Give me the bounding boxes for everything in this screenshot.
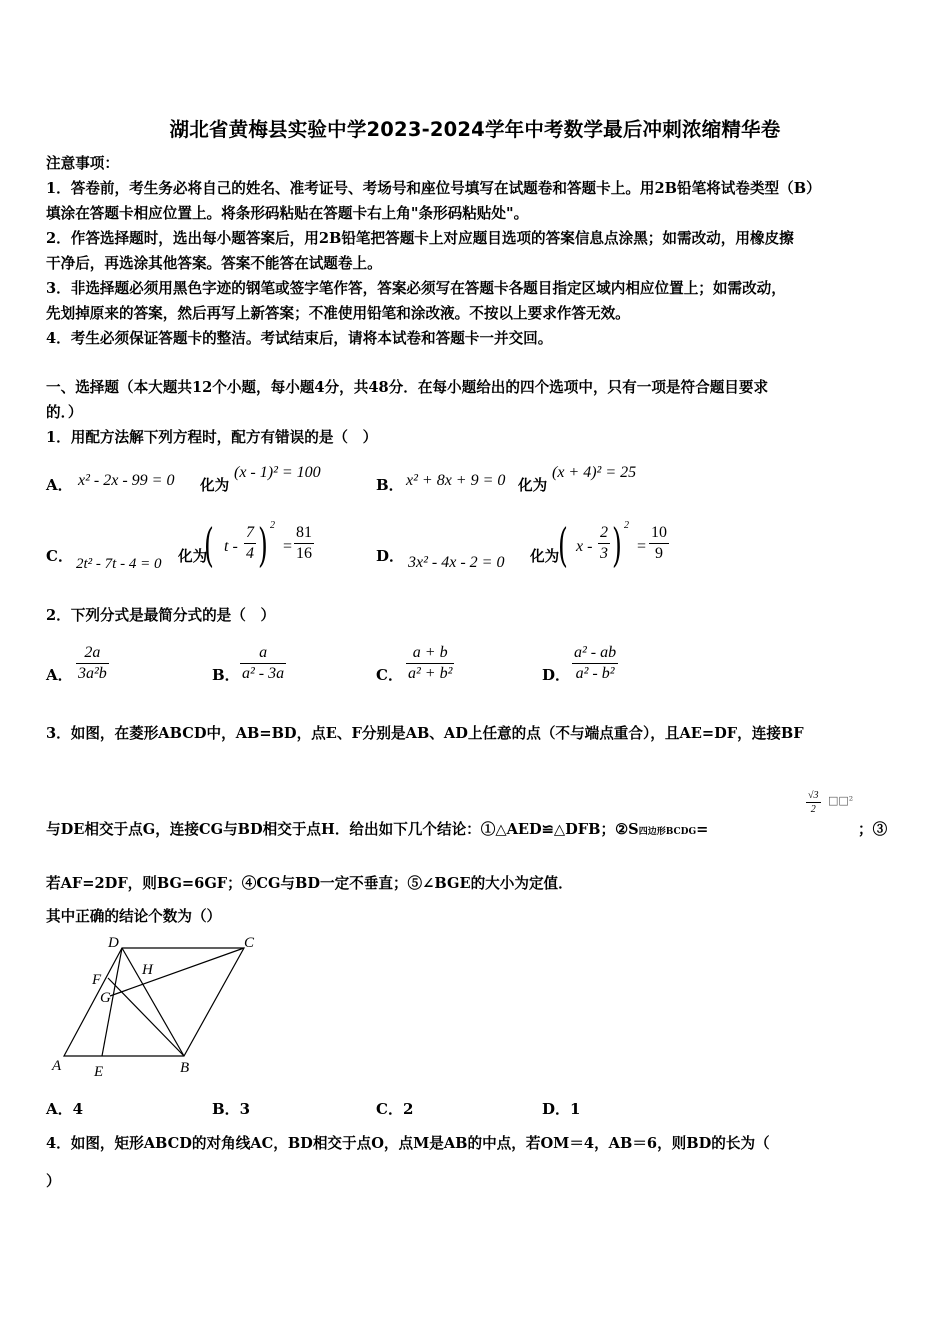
q3-area-tail: □□²: [828, 794, 854, 807]
q1-c-res-num: 81: [296, 524, 312, 541]
q3-line-2-text: 与DE相交于点G，连接CG与BD相交于点H．给出如下几个结论：①△AED≌△DFB；②S: [46, 821, 639, 838]
page-title: 湖北省黄梅县实验中学2023-2024学年中考数学最后冲刺浓缩精华卷: [169, 118, 781, 141]
q1-option-d-result: [649, 524, 669, 563]
q3-area-fraction: [806, 790, 821, 815]
q3-option-b: B．3: [212, 1100, 251, 1118]
label-f: F: [92, 972, 102, 988]
q3-area-subscript: 四边形BCDG: [638, 827, 697, 837]
q2-option-a-fraction: [76, 644, 109, 683]
q2-a-num: 2a: [84, 644, 101, 661]
rhombus-figure: [40, 930, 280, 1080]
q3-option-c: C．2: [376, 1100, 414, 1118]
question-2-stem: 2．下列分式是最简分式的是（ ）: [46, 607, 276, 624]
q1-option-d-equation: 3x² - 4x - 2 = 0: [408, 554, 505, 571]
q2-c-num: a + b: [412, 644, 448, 661]
line-cg: [110, 948, 244, 996]
q1-c-frac-den: 4: [246, 545, 254, 562]
rhombus-outline: [64, 948, 244, 1056]
q1-option-c-square: 2: [270, 520, 275, 531]
label-d: D: [108, 935, 119, 951]
q1-option-c-connector: 化为: [178, 548, 208, 565]
section-heading-line-2: 的．）: [46, 404, 83, 421]
q1-option-b-connector: 化为: [518, 477, 548, 494]
q1-option-d-label: D．: [376, 547, 405, 565]
q2-d-den: a² - b²: [572, 663, 618, 683]
label-c: C: [244, 935, 255, 951]
q1-option-c-result: [294, 524, 314, 563]
label-e: E: [94, 1064, 104, 1080]
q1-d-res-den: 9: [649, 543, 669, 563]
q1-option-d-connector: 化为: [530, 548, 560, 565]
q2-b-num: a: [259, 644, 268, 661]
q1-d-res-num: 10: [651, 524, 667, 541]
q1-option-a-connector: 化为: [200, 477, 230, 494]
question-4-line-2: ）: [46, 1173, 61, 1190]
q1-d-frac-den: 3: [600, 545, 608, 562]
q1-option-c-inner: t -: [224, 538, 238, 555]
question-1-stem: 1．用配方法解下列方程时，配方有错误的是（ ）: [46, 429, 378, 446]
q2-c-den: a² + b²: [408, 665, 453, 682]
q1-option-c-label: C．: [46, 547, 73, 565]
question-3-line-3: 若AF=2DF，则BG=6GF；④CG与BD一定不垂直；⑤∠BGE的大小为定值．: [46, 875, 573, 892]
notice-line-7: 4．考生必须保证答题卡的整洁。考试结束后，请将本试卷和答题卡一并交回。: [46, 330, 553, 347]
q1-option-d-right-paren: ): [612, 518, 622, 572]
notice-line-4: 干净后，再选涂其他答案。答案不能答在试题卷上。: [46, 255, 382, 272]
q1-option-a-label: A．: [46, 476, 73, 494]
q1-option-c-equation: 2t² - 7t - 4 = 0: [76, 556, 162, 572]
question-4-line-1: 4．如图，矩形ABCD的对角线AC，BD相交于点O，点M是AB的中点，若OM＝4，AB＝6，则BD的长为（: [46, 1135, 770, 1152]
label-a: A: [52, 1058, 62, 1074]
q1-c-res-den: 16: [296, 545, 312, 562]
notice-heading: 注意事项：: [46, 155, 119, 172]
section-heading-line-1: 一、选择题（本大题共12个小题，每小题4分，共48分．在每小题给出的四个选项中，只有一项是符合题目要求: [46, 379, 769, 396]
q3-option-a: A．4: [46, 1100, 84, 1118]
q2-option-b-label: B．: [212, 666, 240, 684]
q2-option-b-fraction: [240, 644, 286, 683]
q3-frac-den: 2: [806, 802, 821, 815]
q1-option-b-equation: x² + 8x + 9 = 0: [406, 472, 506, 489]
question-3-line-2: [46, 818, 708, 839]
question-3-line-4: 其中正确的结论个数为（）: [46, 908, 222, 925]
q2-b-den: a² - 3a: [242, 665, 285, 682]
q1-option-d-inner: x -: [576, 538, 593, 555]
notice-line-5: 3．非选择题必须用黑色字迹的钢笔或签字笔作答，答案必须写在答题卡各题目指定区域内相应位置上；如需改动，: [46, 280, 786, 297]
q1-option-b-result: (x + 4)² = 25: [552, 464, 637, 481]
notice-line-6: 先划掉原来的答案，然后再写上新答案；不准使用铅笔和涂改液。不按以上要求作答无效。: [46, 305, 630, 322]
question-3-line-1: 3．如图，在菱形ABCD中，AB=BD，点E、F分别是AB、AD上任意的点（不与端点重合），且AE=DF，连接BF: [46, 725, 804, 742]
label-b: B: [180, 1060, 190, 1076]
q2-a-den: 3a²b: [78, 665, 107, 682]
q2-option-a-label: A．: [46, 666, 73, 684]
q1-c-frac-num: 7: [246, 524, 254, 541]
q1-option-c-equals: =: [283, 538, 293, 555]
q3-area-equals: =: [696, 821, 709, 838]
notice-line-2: 填涂在答题卡相应位置上。将条形码粘贴在答题卡右上角"条形码粘贴处"。: [46, 205, 529, 222]
notice-line-3: 2．作答选择题时，选出每小题答案后，用2B铅笔把答题卡上对应题目选项的答案信息点涂黑；如需改动，用橡皮擦: [46, 230, 794, 247]
q2-d-num: a² - ab: [574, 644, 617, 661]
q3-frac-num: √3: [808, 790, 819, 801]
q3-option-d: D．1: [542, 1100, 581, 1118]
label-h: H: [142, 962, 153, 978]
q3-line-2-end: ；③: [858, 821, 888, 838]
notice-line-1: 1．答卷前，考生务必将自己的姓名、准考证号、考场号和座位号填写在试题卷和答题卡上。用2B铅笔将试卷类型（B）: [46, 180, 821, 197]
q2-option-d-fraction: [572, 644, 618, 683]
q1-option-d-square: 2: [624, 520, 629, 531]
q2-option-c-label: C．: [376, 666, 403, 684]
label-g: G: [100, 990, 111, 1006]
q1-option-a-equation: x² - 2x - 99 = 0: [78, 472, 175, 489]
q1-d-frac-num: 2: [600, 524, 608, 541]
q2-option-c-fraction: [406, 644, 454, 683]
q1-option-c-left-paren: (: [204, 518, 214, 572]
q1-option-d-fraction: [598, 524, 610, 563]
q2-option-d-label: D．: [542, 666, 571, 684]
q1-option-c-fraction: [244, 524, 256, 563]
q1-option-d-equals: =: [637, 538, 647, 555]
q1-option-b-label: B．: [376, 476, 404, 494]
q1-option-d-left-paren: (: [558, 518, 568, 572]
q1-option-c-right-paren: ): [258, 518, 268, 572]
q1-option-a-result: (x - 1)² = 100: [234, 464, 321, 481]
